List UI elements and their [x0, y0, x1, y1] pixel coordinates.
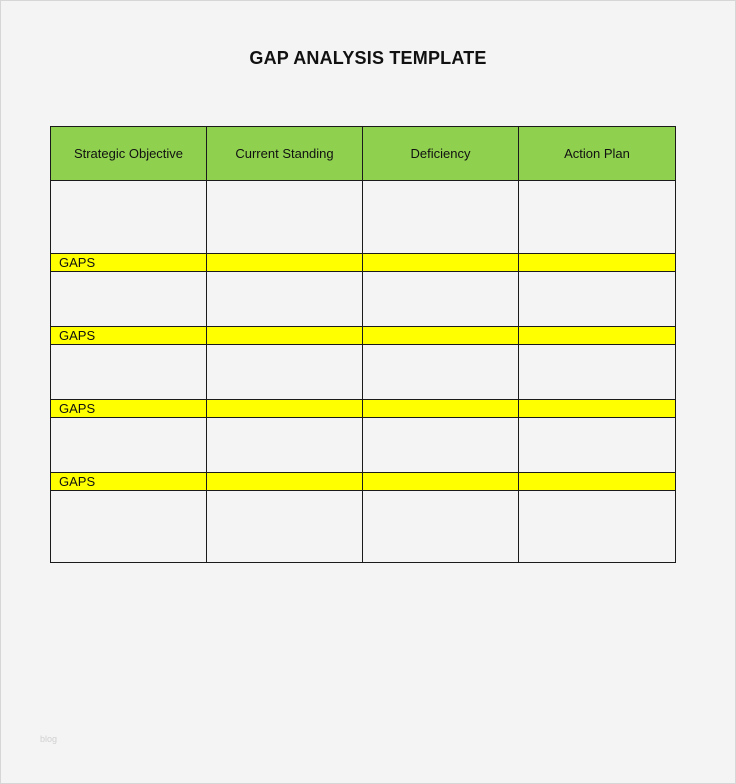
gaps-label: GAPS — [51, 254, 207, 272]
table-row — [51, 345, 676, 400]
gaps-cell[interactable] — [207, 473, 363, 491]
gaps-cell[interactable] — [363, 400, 519, 418]
table-cell[interactable] — [51, 272, 207, 327]
gaps-row — [51, 327, 676, 345]
header-current-standing: Current Standing — [207, 127, 363, 181]
table-cell[interactable] — [51, 418, 207, 473]
table-cell[interactable] — [519, 181, 676, 254]
header-deficiency: Deficiency — [363, 127, 519, 181]
watermark-text: blog — [40, 734, 58, 744]
gaps-row — [51, 400, 676, 418]
table-cell[interactable] — [519, 272, 676, 327]
gaps-cell[interactable] — [363, 473, 519, 491]
table-cell[interactable] — [51, 181, 207, 254]
table-cell[interactable] — [519, 345, 676, 400]
table-cell[interactable] — [519, 491, 676, 563]
gaps-cell[interactable] — [363, 254, 519, 272]
gaps-cell[interactable] — [363, 327, 519, 345]
table-cell[interactable] — [363, 181, 519, 254]
gaps-cell[interactable] — [207, 327, 363, 345]
gaps-cell[interactable] — [207, 254, 363, 272]
table-cell[interactable] — [207, 272, 363, 327]
table-cell[interactable] — [51, 345, 207, 400]
gaps-cell[interactable] — [519, 254, 676, 272]
gaps-row — [51, 254, 676, 272]
header-action-plan: Action Plan — [519, 127, 676, 181]
table-cell[interactable] — [363, 272, 519, 327]
gaps-cell[interactable] — [207, 400, 363, 418]
table-header-row — [51, 127, 676, 181]
table-cell[interactable] — [207, 345, 363, 400]
gaps-row — [51, 473, 676, 491]
table-row — [51, 272, 676, 327]
table-cell[interactable] — [207, 181, 363, 254]
gaps-label: GAPS — [51, 327, 207, 345]
gaps-cell[interactable] — [519, 327, 676, 345]
table-cell[interactable] — [363, 418, 519, 473]
gaps-label: GAPS — [51, 473, 207, 491]
gap-analysis-table — [50, 126, 676, 563]
gaps-label: GAPS — [51, 400, 207, 418]
table-cell[interactable] — [363, 491, 519, 563]
table-cell[interactable] — [363, 345, 519, 400]
table-cell[interactable] — [207, 418, 363, 473]
header-strategic-objective: Strategic Objective — [51, 127, 207, 181]
gaps-cell[interactable] — [519, 473, 676, 491]
table-cell[interactable] — [207, 491, 363, 563]
table-row — [51, 491, 676, 563]
table-cell[interactable] — [51, 491, 207, 563]
document-title: GAP ANALYSIS TEMPLATE — [249, 48, 487, 68]
gaps-cell[interactable] — [519, 400, 676, 418]
table-row — [51, 181, 676, 254]
table-row — [51, 418, 676, 473]
table-cell[interactable] — [519, 418, 676, 473]
